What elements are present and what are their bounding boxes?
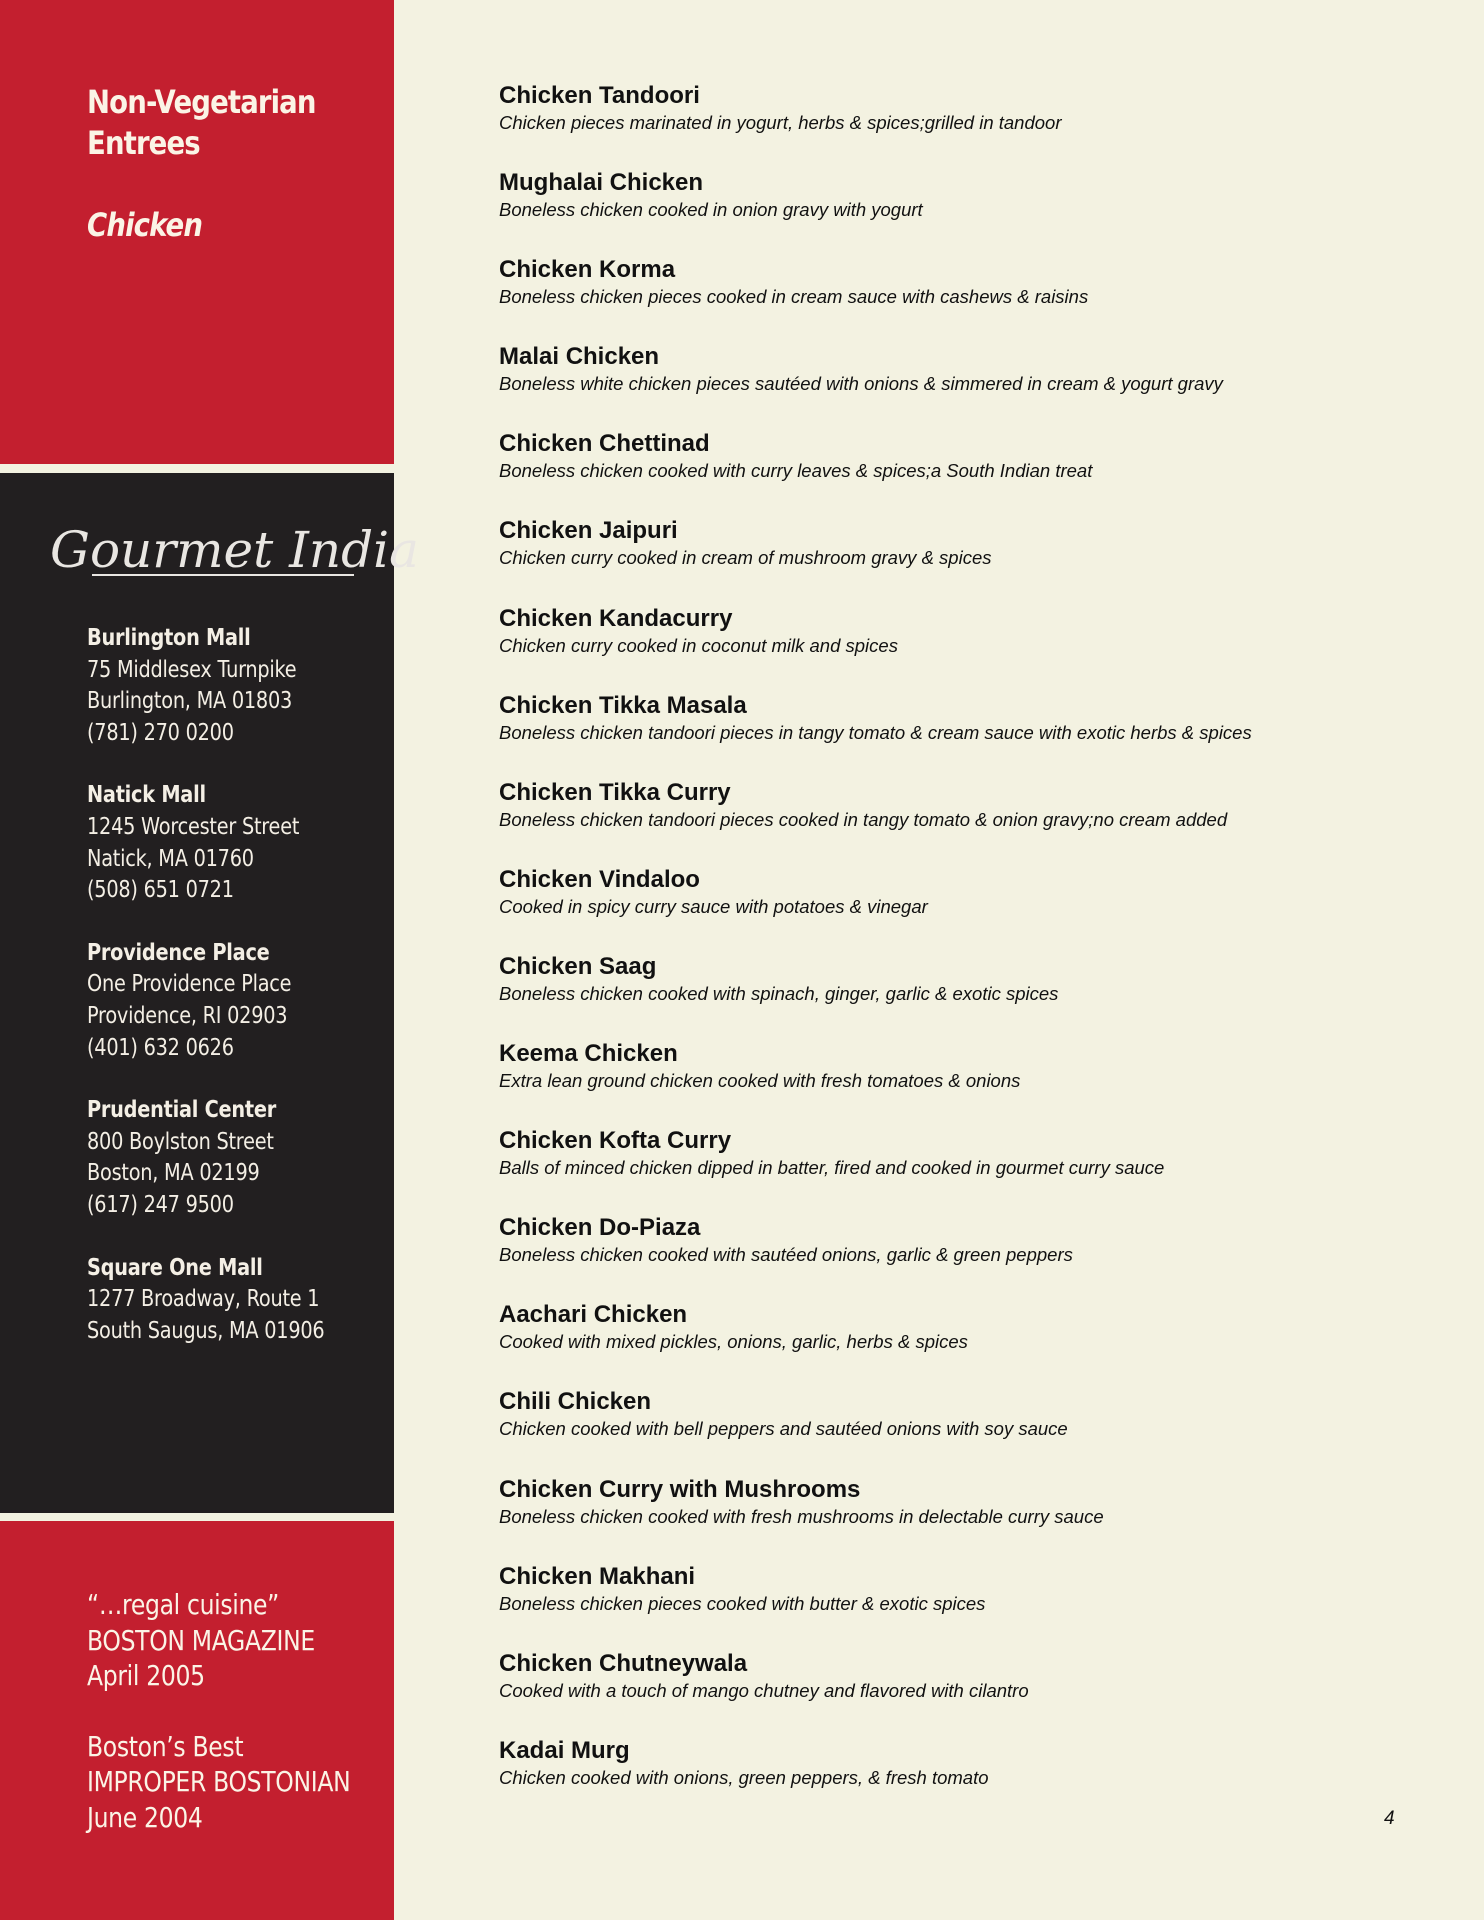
location-name: Square One Mall: [87, 1254, 263, 1281]
location-entry: [87, 780, 370, 906]
menu-item-description: Boneless chicken cooked with fresh mushrooms in delectable curry sauce: [499, 1505, 1104, 1527]
menu-item: [499, 691, 1399, 778]
location-address-line: Burlington, MA 01803: [87, 688, 293, 715]
menu-item: [499, 1475, 1399, 1562]
menu-item-name: Chicken Kofta Curry: [499, 1127, 732, 1155]
location-name: Providence Place: [87, 939, 270, 966]
menu-item: [499, 778, 1399, 865]
location-address-line: One Providence Place: [87, 971, 292, 998]
menu-item: [499, 1300, 1399, 1387]
menu-item-description: Cooked in spicy curry sauce with potatoes & vinegar: [499, 895, 928, 917]
location-address-line: South Saugus, MA 01906: [87, 1317, 325, 1344]
menu-item-description: Boneless white chicken pieces sautéed with onions & simmered in cream & yogurt gravy: [499, 373, 1223, 395]
location-address-line: (401) 632 0626: [87, 1034, 234, 1061]
location-address-line: (781) 270 0200: [87, 719, 234, 746]
location-address-line: 1277 Broadway, Route 1: [87, 1286, 320, 1313]
menu-item: [499, 1039, 1399, 1126]
press-quote-line: IMPROPER BOSTONIAN: [87, 1765, 351, 1798]
location-address-line: (508) 651 0721: [87, 877, 234, 904]
location-entry: [87, 1095, 370, 1221]
menu-item: [499, 1562, 1399, 1649]
menu-item-name: Chicken Curry with Mushrooms: [499, 1475, 861, 1503]
menu-item-name: Keema Chicken: [499, 1040, 678, 1068]
menu-item-name: Malai Chicken: [499, 343, 660, 371]
section-title-line: Entrees: [87, 124, 200, 162]
subsection-title: Chicken: [87, 206, 203, 244]
section-title: [87, 82, 351, 164]
menu-item: [499, 255, 1399, 342]
menu-item-description: Chicken cooked with onions, green peppers, & fresh tomato: [499, 1766, 989, 1788]
menu-item: [499, 865, 1399, 952]
menu-item-name: Chili Chicken: [499, 1388, 652, 1416]
menu-item-name: Aachari Chicken: [499, 1301, 688, 1329]
menu-item-name: Chicken Tandoori: [499, 82, 700, 109]
menu-item-description: Boneless chicken tandoori pieces in tangy tomato & cream sauce with exotic herbs & spices: [499, 721, 1252, 743]
location-entry: [87, 938, 370, 1064]
menu-item-name: Chicken Chutneywala: [499, 1649, 748, 1677]
location-name: Burlington Mall: [87, 625, 251, 651]
press-quote: [87, 1729, 401, 1836]
menu-item: [499, 952, 1399, 1039]
menu-item-name: Chicken Korma: [499, 256, 676, 284]
menu-item-description: Chicken curry cooked in coconut milk and spices: [499, 634, 898, 656]
press-quote-line: Boston’s Best: [87, 1729, 244, 1763]
press-quote-line: June 2004: [87, 1800, 203, 1834]
gourmet-india-logo: [48, 509, 419, 599]
location-address-line: Providence, RI 02903: [87, 1002, 288, 1029]
sidebar: [0, 0, 419, 1920]
page-number: 4: [1384, 1808, 1395, 1829]
menu-item-description: Boneless chicken cooked in onion gravy with yogurt: [499, 199, 923, 221]
location-name: Natick Mall: [87, 782, 206, 809]
menu-item-description: Boneless chicken tandoori pieces cooked in tangy tomato & onion gravy;no cream added: [499, 808, 1228, 830]
section-title-line: Non-Vegetarian: [87, 83, 316, 121]
menu-item-name: Chicken Vindaloo: [499, 865, 700, 893]
menu-item-description: Chicken curry cooked in cream of mushroom gravy & spices: [499, 547, 992, 569]
menu-item-name: Chicken Kandacurry: [499, 604, 733, 632]
menu-item-name: Chicken Tikka Curry: [499, 778, 731, 806]
location-address-line: 1245 Worcester Street: [87, 813, 300, 840]
menu-item-description: Boneless chicken cooked with sautéed onions, garlic & green peppers: [499, 1244, 1073, 1266]
location-address-line: Boston, MA 02199: [87, 1160, 260, 1187]
menu-item-name: Chicken Saag: [499, 952, 657, 980]
press-quote-line: BOSTON MAGAZINE: [87, 1623, 315, 1657]
menu-item: [499, 81, 1399, 168]
menu-item-name: Chicken Makhani: [499, 1562, 696, 1590]
menu-item-description: Balls of minced chicken dipped in batter, fired and cooked in gourmet curry sauce: [499, 1157, 1165, 1179]
locations-list: [87, 623, 370, 1378]
menu-item-description: Cooked with a touch of mango chutney and flavored with cilantro: [499, 1679, 1029, 1701]
menu-item: [499, 1387, 1399, 1474]
menu-item: [499, 1736, 1399, 1823]
menu-item-description: Cooked with mixed pickles, onions, garlic, herbs & spices: [499, 1331, 968, 1353]
menu-item-name: Chicken Jaipuri: [499, 517, 678, 545]
press-quote-line: April 2005: [87, 1659, 205, 1692]
menu-item-name: Chicken Tikka Masala: [499, 691, 747, 719]
menu-item: [499, 1649, 1399, 1736]
menu-item-name: Chicken Do-Piaza: [499, 1214, 701, 1242]
location-address-line: Natick, MA 01760: [87, 845, 254, 872]
menu-item-description: Boneless chicken pieces cooked in cream sauce with cashews & raisins: [499, 286, 1089, 308]
menu-item: [499, 516, 1399, 603]
menu-item: [499, 1213, 1399, 1300]
menu-item-description: Extra lean ground chicken cooked with fresh tomatoes & onions: [499, 1070, 1021, 1092]
menu-item-description: Boneless chicken cooked with curry leaves & spices;a South Indian treat: [499, 460, 1093, 482]
press-quote: [87, 1587, 401, 1694]
location-address-line: 75 Middlesex Turnpike: [87, 656, 297, 683]
menu-item-description: Boneless chicken pieces cooked with butter & exotic spices: [499, 1592, 986, 1614]
location-entry: [87, 1253, 370, 1348]
menu-item-name: Mughalai Chicken: [499, 169, 704, 197]
menu-item: [499, 429, 1399, 516]
menu-item-description: Chicken cooked with bell peppers and sautéed onions with soy sauce: [499, 1418, 1068, 1440]
menu-item-name: Kadai Murg: [499, 1736, 630, 1764]
location-address-line: (617) 247 9500: [87, 1191, 234, 1218]
press-quotes-panel: [0, 1521, 394, 1920]
location-entry: [87, 623, 370, 749]
press-quote-line: “…regal cuisine”: [87, 1588, 280, 1621]
menu-item: [499, 604, 1399, 691]
menu-item: [499, 168, 1399, 255]
menu-item: [499, 1126, 1399, 1213]
locations-panel: [0, 473, 419, 1513]
menu-item: [499, 342, 1399, 429]
press-quotes-list: [87, 1587, 401, 1870]
menu-item-description: Chicken pieces marinated in yogurt, herbs & spices;grilled in tandoor: [499, 112, 1062, 133]
section-header-panel: [0, 0, 394, 464]
menu-item-description: Boneless chicken cooked with spinach, ginger, garlic & exotic spices: [499, 982, 1059, 1004]
menu-item-list: [499, 81, 1399, 1823]
location-address-line: 800 Boylston Street: [87, 1128, 274, 1155]
location-name: Prudential Center: [87, 1097, 276, 1124]
logo-wordmark: Gourmet India: [50, 521, 419, 579]
menu-item-name: Chicken Chettinad: [499, 430, 710, 458]
